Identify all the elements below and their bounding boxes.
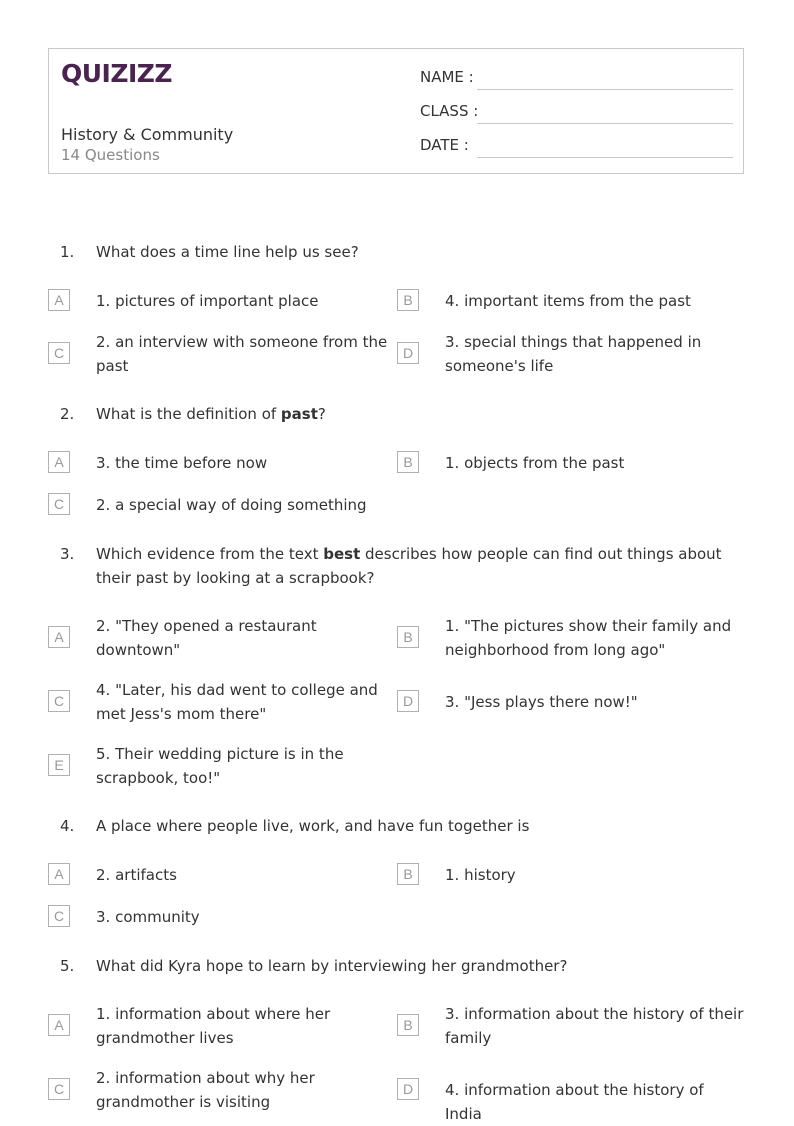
option-text: 1. pictures of important place [96,292,319,310]
option-letter-a: A [48,1014,70,1036]
option-letter-c: C [48,1078,70,1100]
name-line [477,89,733,90]
option-text: 1. "The pictures show their family and neighborhood from long ago" [445,617,732,659]
question-count: 14 Questions [61,146,160,164]
date-label: DATE : [420,136,469,154]
option-letter-b: B [397,289,419,311]
option-letter-b: B [397,626,419,648]
option-text: 5. Their wedding picture is in the scrapbook, too!" [96,745,344,787]
question-number: 1. [60,243,75,261]
question-number: 3. [60,545,75,563]
question-text: What did Kyra hope to learn by interviewing her grandmother? [96,957,568,975]
option-letter-b: B [397,1014,419,1036]
option-text: 4. important items from the past [445,292,691,310]
option-text: 2. artifacts [96,866,177,884]
date-line [477,157,733,158]
option-text: 1. history [445,866,516,884]
class-label: CLASS : [420,102,479,120]
option-letter-a: A [48,863,70,885]
option-text: 4. information about the history of India [445,1081,704,1123]
question-number: 4. [60,817,75,835]
name-label: NAME : [420,68,474,86]
option-text: 2. "They opened a restaurant downtown" [96,617,317,659]
option-text: 2. a special way of doing something [96,496,367,514]
option-letter-c: C [48,342,70,364]
option-letter-c: C [48,493,70,515]
option-letter-e: E [48,754,70,776]
question-text: What is the definition of past? [96,405,326,423]
question-text: A place where people live, work, and have fun together is [96,817,530,835]
class-line [477,123,733,124]
option-letter-a: A [48,451,70,473]
option-letter-a: A [48,626,70,648]
option-text: 3. the time before now [96,454,268,472]
option-letter-b: B [397,863,419,885]
option-text: 3. information about the history of their family [445,1005,744,1047]
question-text: Which evidence from the text best describes how people can find out things about their past by looking at a scrapbook? [96,545,722,587]
quizizz-logo: QUIZIZZ [61,59,173,88]
option-letter-b: B [397,451,419,473]
worksheet-header [48,48,744,174]
option-letter-d: D [397,1078,419,1100]
option-letter-c: C [48,690,70,712]
option-letter-d: D [397,690,419,712]
question-number: 2. [60,405,75,423]
option-text: 3. special things that happened in someone's life [445,333,702,375]
worksheet-title: History & Community [61,125,234,144]
question-number: 5. [60,957,75,975]
question-text: What does a time line help us see? [96,243,359,261]
option-text: 2. an interview with someone from the past [96,333,388,375]
option-letter-d: D [397,342,419,364]
option-text: 4. "Later, his dad went to college and met Jess's mom there" [96,681,378,723]
option-text: 1. objects from the past [445,454,625,472]
option-text: 3. "Jess plays there now!" [445,693,638,711]
option-text: 1. information about where her grandmother lives [96,1005,331,1047]
option-letter-a: A [48,289,70,311]
option-text: 3. community [96,908,200,926]
option-letter-c: C [48,905,70,927]
option-text: 2. information about why her grandmother is visiting [96,1069,315,1111]
